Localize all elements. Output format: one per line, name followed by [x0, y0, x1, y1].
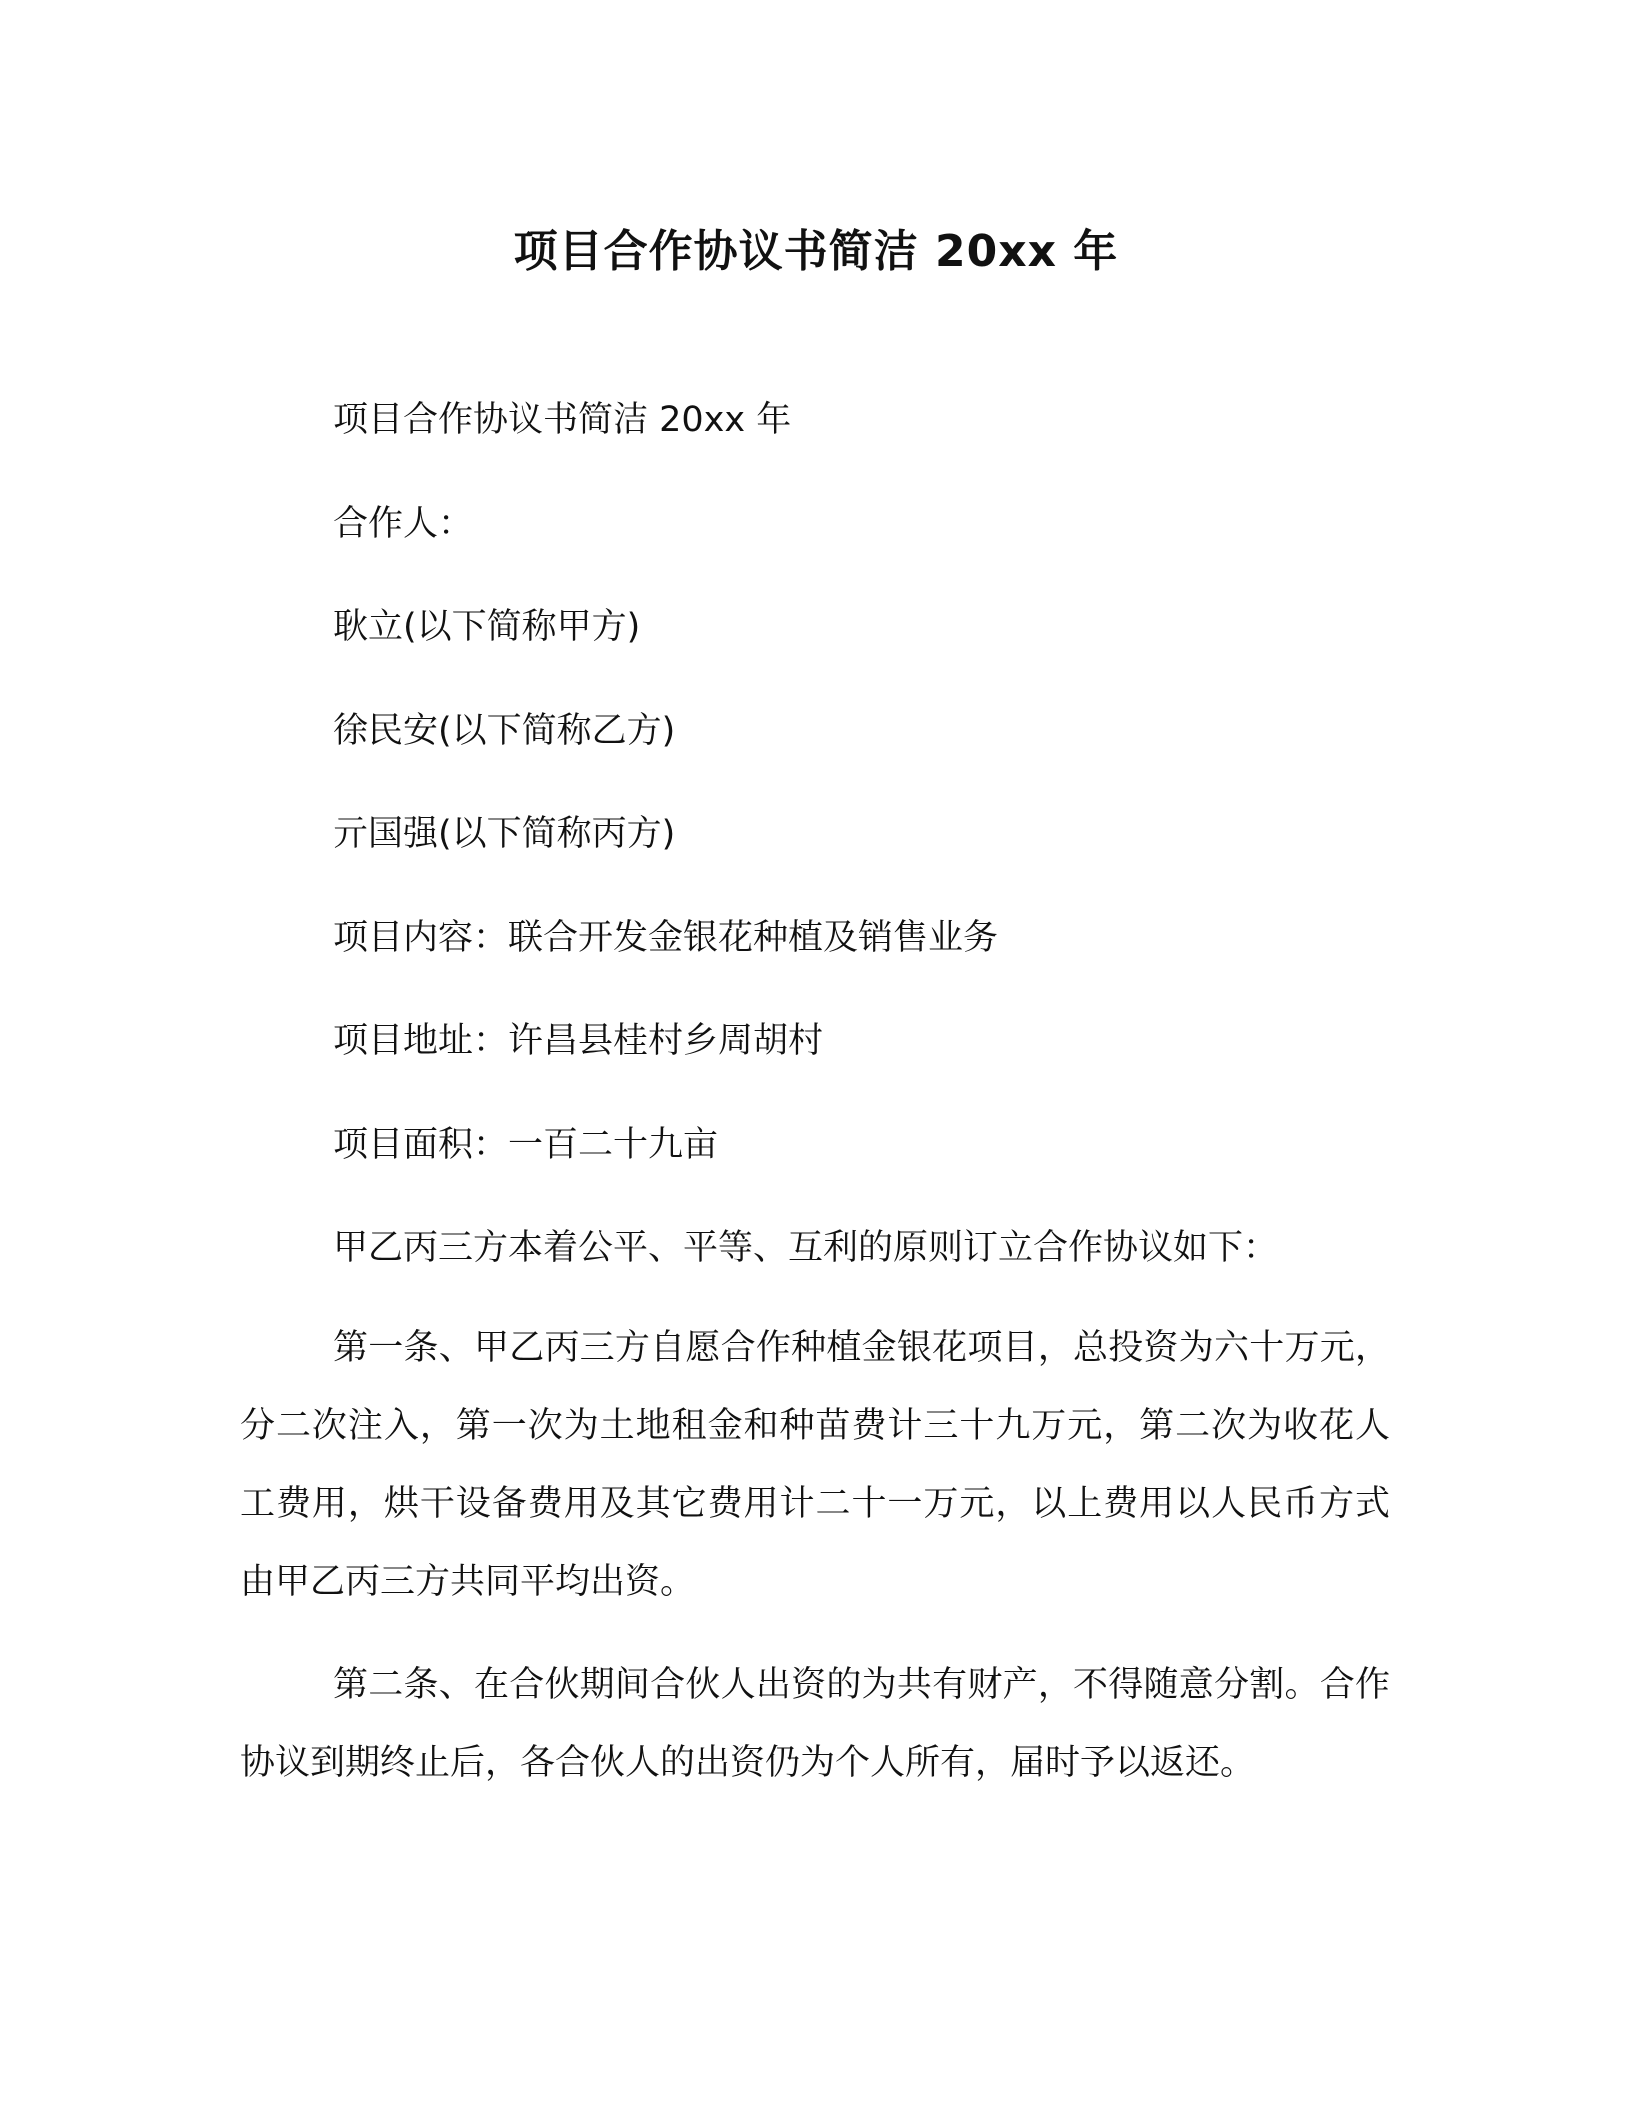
project-content: 项目内容：联合开发金银花种植及销售业务	[333, 918, 999, 958]
partners-label: 合作人：	[333, 504, 474, 544]
article-2: 第二条、在合伙期间合伙人出资的为共有财产，不得随意分割。合作协议到期终止后，各合伙人的出资仍为个人所有，届时予以返还。	[240, 1665, 1390, 1783]
document-subtitle: 项目合作协议书简洁 20xx 年	[333, 400, 792, 440]
project-address: 项目地址：许昌县桂村乡周胡村	[333, 1021, 824, 1061]
party-a: 耿立(以下简称甲方)	[333, 607, 641, 647]
article-1: 第一条、甲乙丙三方自愿合作种植金银花项目，总投资为六十万元，分二次注入，第一次为土地租金和种苗费计三十九万元，第二次为收花人工费用，烘干设备费用及其它费用计二十一万元，以上费用以人民币方式由甲乙丙三方共同平均出资。	[240, 1328, 1390, 1602]
party-c: 亓国强(以下简称丙方)	[333, 814, 676, 854]
party-b: 徐民安(以下简称乙方)	[333, 711, 676, 751]
principle-statement: 甲乙丙三方本着公平、平等、互利的原则订立合作协议如下：	[333, 1228, 1279, 1268]
project-area: 项目面积：一百二十九亩	[333, 1125, 719, 1165]
document-title: 项目合作协议书简洁 20xx 年	[513, 226, 1119, 277]
